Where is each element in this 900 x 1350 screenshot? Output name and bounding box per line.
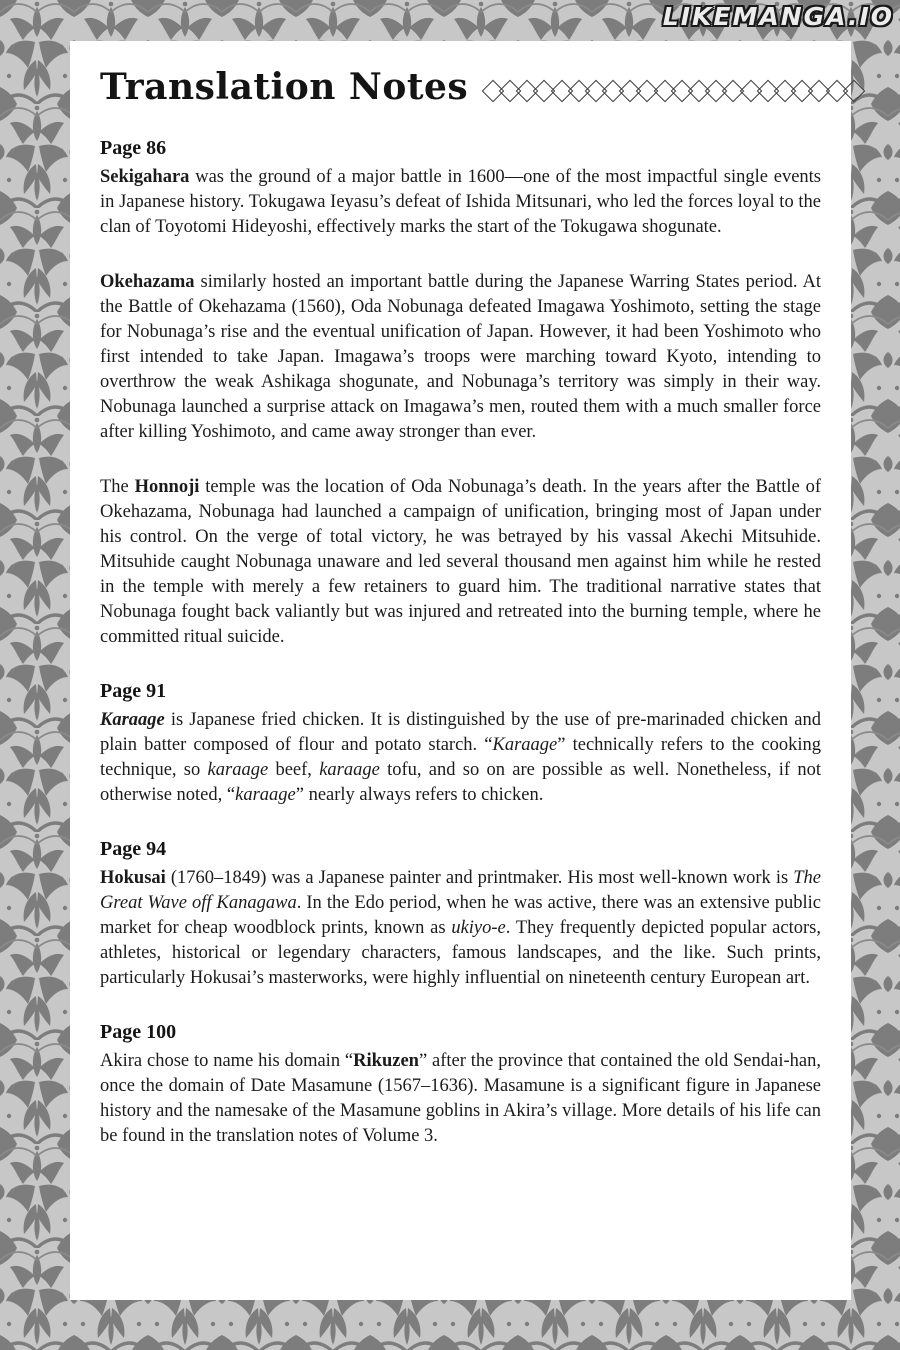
note-paragraph: Okehazama similarly hosted an important battle during the Japanese Warring States period. At the Battle of Okehazama (1560), Oda Nobunaga defeated Imagawa Yoshimoto, setting the stage for Nobunaga’s rise and the eventual unification of Japan. However, it had been Yoshimoto who first intended to take Japan. Imagawa’s troops were marching toward Kyoto, intending to overthrow the weak Ashikaga shogunate, and Nobunaga’s territory was simply in their way. Nobunaga launched a surprise attack on Imagawa’s men, routed them with a much smaller force after killing Yoshimoto, and came away stronger than ever.	[100, 272, 821, 442]
note-paragraph: Sekigahara was the ground of a major battle in 1600—one of the most impactful single events in Japanese history. Tokugawa Ieyasu’s defeat of Ishida Mitsunari, who led the forces loyal to the clan of Toyotomi Hideyoshi, effectively marks the start of the Tokugawa shogunate.	[100, 167, 821, 237]
page-title: Translation Notes	[100, 66, 469, 108]
content-panel	[70, 41, 851, 1300]
section-heading: Page 86	[100, 137, 167, 159]
note-paragraph: Karaage is Japanese fried chicken. It is distinguished by the use of pre-marinaded chicken and plain batter composed of flour and potato starch. “Karaage” technically refers to the cooking technique, so karaage beef, karaage tofu, and so on are possible as well. Nonetheless, if not otherwise noted, “karaage” nearly always refers to chicken.	[100, 710, 821, 805]
section-heading: Page 94	[100, 838, 167, 860]
section-heading: Page 91	[100, 680, 167, 702]
note-paragraph: Akira chose to name his domain “Rikuzen” after the province that contained the old Sendai-han, once the domain of Date Masamune (1567–1636). Masamune is a significant figure in Japanese history and the namesake of the Masamune goblins in Akira’s village. More details of his life can be found in the translation notes of Volume 3.	[100, 1051, 821, 1146]
section-heading: Page 100	[100, 1021, 177, 1043]
diamond-divider	[484, 83, 862, 99]
note-paragraph: Hokusai (1760–1849) was a Japanese painter and printmaker. His most well-known work is The Great Wave off Kanagawa. In the Edo period, when he was active, there was an extensive public market for cheap woodblock prints, known as ukiyo-e. They frequently depicted popular actors, athletes, historical or legendary characters, famous landscapes, and the like. Such prints, particularly Hokusai’s masterworks, were highly influential on nineteenth century European art.	[100, 868, 821, 988]
site-watermark: LIKEMANGA.IO	[662, 2, 894, 31]
notes-content	[100, 137, 821, 1149]
note-paragraph: The Honnoji temple was the location of Oda Nobunaga’s death. In the years after the Battle of Okehazama, Nobunaga had launched a campaign of unification, bringing most of Japan under his control. On the verge of total victory, he was betrayed by his vassal Akechi Mitsuhide. Mitsuhide caught Nobunaga unaware and led several thousand men against him while he rested in the temple with merely a few retainers to guard him. The traditional narrative states that Nobunaga fought back valiantly but was injured and retreated into the burning temple, where he committed ritual suicide.	[100, 477, 821, 647]
title-row	[100, 63, 821, 111]
diamond-icon	[842, 80, 865, 103]
